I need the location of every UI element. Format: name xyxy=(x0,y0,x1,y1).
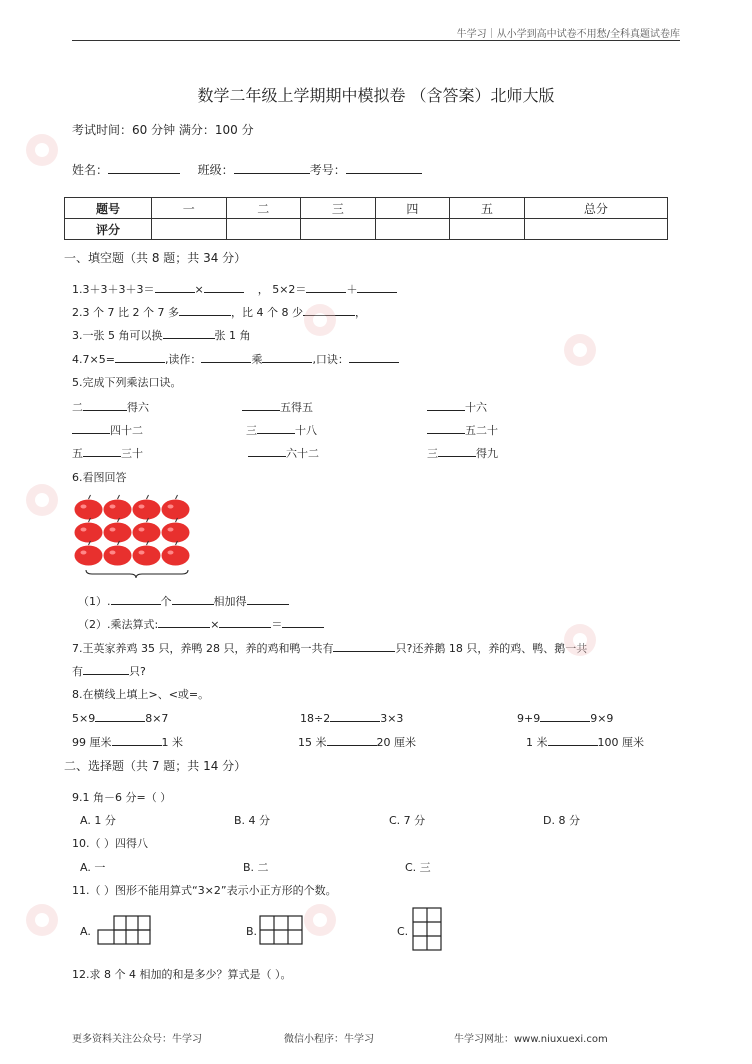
q5-item xyxy=(72,422,143,438)
q6-sub1 xyxy=(78,593,289,609)
q6-sub2-b: × xyxy=(210,618,220,631)
question-1 xyxy=(72,281,397,297)
exam-info: 考试时间：60 分钟 满分：100 分 xyxy=(72,123,254,137)
q5-blank[interactable] xyxy=(72,422,110,434)
score-header-cell: 三 xyxy=(301,198,376,219)
q4-text-d: ,口诀： xyxy=(312,353,349,366)
apple-highlight xyxy=(110,528,116,532)
q5-blank[interactable] xyxy=(83,445,121,457)
apple-highlight xyxy=(81,505,87,509)
q2-text-a: 2.3 个 7 比 2 个 7 多 xyxy=(72,306,179,319)
q6-sub2 xyxy=(78,616,324,632)
q6-sub1-a: （1）. xyxy=(78,595,111,608)
q5-item xyxy=(72,445,143,461)
q6-sub2-c: ＝ xyxy=(271,618,283,631)
number-label: 考号： xyxy=(309,163,346,177)
q7-blank-1[interactable] xyxy=(333,640,395,652)
watermark-logo-icon xyxy=(300,300,340,340)
q1-text-c: ， 5×2＝ xyxy=(257,283,307,296)
q5-post: 十六 xyxy=(465,401,487,414)
apple-stem xyxy=(147,495,149,499)
question-7-line-2 xyxy=(72,663,146,679)
q10-option-c[interactable]: C. 三 xyxy=(405,861,431,874)
q8-item xyxy=(72,734,183,750)
apple-icon xyxy=(162,500,190,520)
apple-highlight xyxy=(110,551,116,555)
q3-text-b: 张 1 角 xyxy=(214,329,251,342)
question-11-prompt: 11.（ ）图形不能用算式“3×2”表示小正方形的个数。 xyxy=(72,884,337,897)
q5-pre: 三 xyxy=(246,424,257,437)
q5-item xyxy=(72,399,149,415)
q10-option-a[interactable]: A. 一 xyxy=(80,861,106,874)
header-rule xyxy=(72,40,680,41)
apple-highlight xyxy=(139,551,145,555)
q6-blank-6[interactable] xyxy=(282,616,324,628)
section-2-title: 二、选择题（共 7 题；共 14 分） xyxy=(64,759,247,773)
score-header-row xyxy=(65,198,668,219)
q8-item xyxy=(298,734,416,750)
q8-left: 15 米 xyxy=(298,736,327,749)
score-row-label: 评分 xyxy=(65,219,152,240)
q6-sub1-c: 相加得 xyxy=(213,595,247,608)
q2-blank-1[interactable] xyxy=(179,304,231,316)
watermark-logo-icon xyxy=(22,130,62,170)
score-cell[interactable] xyxy=(152,219,227,240)
q8-right: 1 米 xyxy=(161,736,183,749)
q5-item xyxy=(246,422,317,438)
q4-blank-1[interactable] xyxy=(115,351,165,363)
q2-text-c: ， xyxy=(354,306,366,319)
q5-item xyxy=(427,399,487,415)
score-cell[interactable] xyxy=(226,219,301,240)
number-blank[interactable] xyxy=(346,162,422,174)
apple-stem xyxy=(176,495,178,499)
footer-right[interactable]: 牛学习网址：www.niuxuexi.com xyxy=(454,1034,608,1045)
apple-highlight xyxy=(139,505,145,509)
class-blank[interactable] xyxy=(234,162,310,174)
q8-blank[interactable] xyxy=(548,734,598,746)
question-7-line-1 xyxy=(72,640,587,656)
q1-text-d: ＋ xyxy=(346,283,358,296)
q8-blank[interactable] xyxy=(540,710,590,722)
q5-blank[interactable] xyxy=(242,399,280,411)
q9-option-b[interactable]: B. 4 分 xyxy=(234,814,271,827)
q5-pre: 五 xyxy=(72,447,83,460)
q11-figure-a xyxy=(96,914,152,946)
watermark-logo-icon xyxy=(560,330,600,370)
q8-blank[interactable] xyxy=(112,734,162,746)
q7-text-d: 只? xyxy=(129,665,146,678)
apple-highlight xyxy=(168,551,174,555)
q5-blank[interactable] xyxy=(427,422,465,434)
q4-text-c: 乘 xyxy=(251,353,263,366)
apple-icon xyxy=(75,500,103,520)
q3-blank[interactable] xyxy=(163,327,215,339)
score-cell[interactable] xyxy=(301,219,376,240)
score-header-cell: 二 xyxy=(226,198,301,219)
score-header-cell: 五 xyxy=(450,198,525,219)
apple-icon xyxy=(75,523,103,543)
apple-icon xyxy=(162,523,190,543)
q7-text-c: 有 xyxy=(72,665,83,678)
watermark-logo-icon xyxy=(560,620,600,660)
q8-left: 99 厘米 xyxy=(72,736,112,749)
q9-option-c[interactable]: C. 7 分 xyxy=(389,814,426,827)
watermark-logo-icon xyxy=(300,900,340,940)
apple-highlight xyxy=(168,505,174,509)
q5-blank[interactable] xyxy=(83,399,127,411)
q6-blank-5[interactable] xyxy=(219,616,271,628)
question-3 xyxy=(72,327,251,343)
score-cell[interactable] xyxy=(450,219,525,240)
score-row xyxy=(65,219,668,240)
q8-item xyxy=(300,710,403,725)
header-text: 牛学习｜从小学到高中试卷不用愁/全科真题试卷库 xyxy=(456,29,680,40)
q10-option-b[interactable]: B. 二 xyxy=(243,861,269,874)
q5-post: 六十二 xyxy=(286,447,319,460)
footer-left: 更多资料关注公众号：牛学习 xyxy=(72,1034,202,1045)
question-12-prompt: 12.求 8 个 4 相加的和是多少？算式是（ ）。 xyxy=(72,968,292,981)
q1-blank-4[interactable] xyxy=(357,281,397,293)
q11-option-b[interactable]: B. xyxy=(246,925,258,938)
q8-blank[interactable] xyxy=(327,734,377,746)
apple-stem xyxy=(118,495,120,499)
q8-right: 9×9 xyxy=(590,712,614,725)
score-header-cell: 题号 xyxy=(65,198,152,219)
apple-icon xyxy=(104,500,132,520)
score-cell[interactable] xyxy=(524,219,667,240)
q1-blank-1[interactable] xyxy=(155,281,195,293)
q6-blank-3[interactable] xyxy=(247,593,289,605)
q11-option-a[interactable]: A. xyxy=(80,925,91,938)
q8-right: 8×7 xyxy=(145,712,169,725)
apple-highlight xyxy=(81,551,87,555)
q5-blank[interactable] xyxy=(257,422,295,434)
watermark-logo-icon xyxy=(22,480,62,520)
apple-icon xyxy=(133,546,161,566)
q6-blank-1[interactable] xyxy=(111,593,161,605)
score-header-cell: 一 xyxy=(152,198,227,219)
q11-option-c[interactable]: C. xyxy=(397,925,409,938)
q8-left: 9+9 xyxy=(517,712,541,725)
apple-icon xyxy=(104,546,132,566)
q5-post: 五二十 xyxy=(465,424,498,437)
q5-item xyxy=(242,399,313,415)
q4-blank-4[interactable] xyxy=(349,351,399,363)
brace-icon xyxy=(86,570,188,578)
q4-blank-3[interactable] xyxy=(262,351,312,363)
q7-blank-2[interactable] xyxy=(83,663,129,675)
watermark-logo-icon xyxy=(22,900,62,940)
score-header-cell: 四 xyxy=(375,198,450,219)
q6-blank-4[interactable] xyxy=(158,616,210,628)
class-label: 班级： xyxy=(197,163,234,177)
apple-icon xyxy=(133,500,161,520)
apple-stem xyxy=(89,495,91,499)
q1-blank-3[interactable] xyxy=(306,281,346,293)
apple-icon xyxy=(75,546,103,566)
q8-left: 18÷2 xyxy=(300,712,331,725)
q1-text-a: 1.3＋3＋3＋3＝ xyxy=(72,283,155,296)
name-label: 姓名： xyxy=(72,163,109,177)
question-10-prompt: 10.（ ）四得八 xyxy=(72,837,148,850)
score-cell[interactable] xyxy=(375,219,450,240)
apples-figure xyxy=(72,494,202,580)
q5-item xyxy=(248,445,319,461)
q4-blank-2[interactable] xyxy=(201,351,251,363)
q5-blank[interactable] xyxy=(438,445,476,457)
question-9-prompt: 9.1 角－6 分=（ ） xyxy=(72,791,172,804)
q9-option-a[interactable]: A. 1 分 xyxy=(80,814,116,827)
q8-left: 1 米 xyxy=(526,736,548,749)
q8-blank[interactable] xyxy=(330,710,380,722)
q11-figure-b xyxy=(258,914,304,946)
q5-item xyxy=(427,445,498,461)
q5-item xyxy=(427,422,498,438)
q8-right: 20 厘米 xyxy=(376,736,416,749)
q6-blank-2[interactable] xyxy=(172,593,214,605)
q8-item xyxy=(526,734,644,750)
q11-figure-c xyxy=(411,906,443,952)
q5-pre: 三 xyxy=(427,447,438,460)
question-8-prompt: 8.在横线上填上>、<或=。 xyxy=(72,688,210,701)
q4-text-a: 4.7×5= xyxy=(72,353,115,366)
q8-item xyxy=(517,710,613,725)
q1-blank-2[interactable] xyxy=(204,281,244,293)
apple-icon xyxy=(162,546,190,566)
q4-text-b: ,读作： xyxy=(164,353,202,366)
q6-sub1-b: 个 xyxy=(160,595,172,608)
q5-pre: 二 xyxy=(72,401,83,414)
q5-blank[interactable] xyxy=(427,399,465,411)
question-5-prompt: 5.完成下列乘法口诀。 xyxy=(72,376,182,389)
apple-highlight xyxy=(110,505,116,509)
q1-text-b: × xyxy=(194,283,204,296)
student-info xyxy=(72,161,422,178)
q8-blank[interactable] xyxy=(95,710,145,722)
q5-post: 得九 xyxy=(476,447,498,460)
q5-post: 五得五 xyxy=(280,401,313,414)
q5-post: 四十二 xyxy=(110,424,143,437)
apple-icon xyxy=(104,523,132,543)
footer-middle: 微信小程序：牛学习 xyxy=(284,1034,374,1045)
q8-right: 100 厘米 xyxy=(597,736,644,749)
apple-highlight xyxy=(139,528,145,532)
q7-text-a: 7.王英家养鸡 35 只，养鸭 28 只，养的鸡和鸭一共有 xyxy=(72,642,334,655)
question-4 xyxy=(72,351,399,367)
name-blank[interactable] xyxy=(108,162,180,174)
q8-left: 5×9 xyxy=(72,712,96,725)
q6-sub2-a: （2）.乘法算式: xyxy=(78,618,159,631)
q2-text-b: ，比 4 个 8 少 xyxy=(230,306,303,319)
q3-text-a: 3.一张 5 角可以换 xyxy=(72,329,163,342)
q9-option-d[interactable]: D. 8 分 xyxy=(543,814,580,827)
question-6-prompt: 6.看图回答 xyxy=(72,471,127,484)
q8-right: 3×3 xyxy=(380,712,404,725)
q5-post: 三十 xyxy=(121,447,143,460)
q5-post: 得六 xyxy=(127,401,149,414)
q7-text-b: 只?还养鹅 18 只，养的鸡、鸭、鹅一共 xyxy=(395,642,588,655)
apple-icon xyxy=(133,523,161,543)
q5-blank[interactable] xyxy=(248,445,286,457)
score-table xyxy=(64,197,668,240)
apple-highlight xyxy=(81,528,87,532)
page-title: 数学二年级上学期期中模拟卷 （含答案）北师大版 xyxy=(197,86,555,105)
apple-highlight xyxy=(168,528,174,532)
q5-post: 十八 xyxy=(295,424,317,437)
q8-item xyxy=(72,710,168,725)
score-header-cell: 总分 xyxy=(524,198,667,219)
section-1-title: 一、填空题（共 8 题；共 34 分） xyxy=(64,251,247,265)
